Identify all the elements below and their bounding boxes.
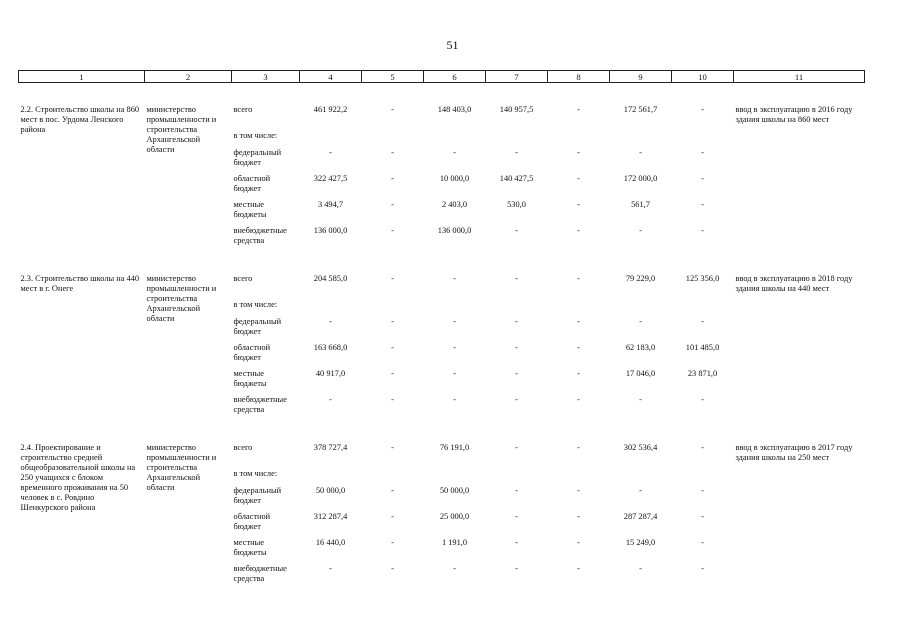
value-cell: 16 440,0 bbox=[315, 538, 346, 547]
value-cell: - bbox=[577, 343, 580, 352]
value-cell: 148 403,0 bbox=[437, 105, 472, 114]
program-table bbox=[18, 70, 865, 590]
value-cell: - bbox=[577, 174, 580, 183]
value-cell: - bbox=[515, 443, 518, 452]
value-cell: - bbox=[453, 395, 456, 404]
value-cell: - bbox=[701, 512, 704, 521]
expected-result: ввод в эксплуатацию в 2018 году здания школы на 440 мест bbox=[735, 274, 853, 293]
value-cell bbox=[424, 469, 486, 486]
value-cell: 76 191,0 bbox=[439, 443, 470, 452]
value-cell bbox=[548, 131, 610, 148]
value-cell: 172 561,7 bbox=[623, 105, 658, 114]
value-cell: 302 536,4 bbox=[623, 443, 658, 452]
funding-source: в том числе: bbox=[233, 131, 278, 140]
value-cell: - bbox=[515, 148, 518, 157]
value-cell: - bbox=[701, 538, 704, 547]
value-cell: - bbox=[515, 486, 518, 495]
value-cell: - bbox=[577, 226, 580, 235]
funding-source: местные бюджеты bbox=[233, 200, 267, 219]
value-cell: - bbox=[391, 512, 394, 521]
funding-source: всего bbox=[233, 443, 253, 452]
value-cell: 530,0 bbox=[507, 200, 526, 209]
value-cell bbox=[300, 131, 362, 148]
funding-source: областной бюджет bbox=[233, 512, 271, 531]
value-cell: 1 191,0 bbox=[441, 538, 468, 547]
value-cell: - bbox=[577, 395, 580, 404]
value-cell: 172 000,0 bbox=[623, 174, 658, 183]
value-cell: 136 000,0 bbox=[313, 226, 348, 235]
measure-name: 2.4. Проектирование и строительство средней общеобразовательной школы на 250 учащихся с блоком временного проживания на 50 человек в с. Ровдино Шенкурского района bbox=[20, 443, 136, 512]
value-cell bbox=[672, 131, 734, 148]
column-number-2: 2 bbox=[145, 71, 232, 83]
table-row bbox=[19, 421, 865, 469]
value-cell: - bbox=[329, 148, 332, 157]
column-number-3: 3 bbox=[232, 71, 300, 83]
value-cell: - bbox=[701, 395, 704, 404]
value-cell bbox=[548, 300, 610, 317]
value-cell: - bbox=[515, 538, 518, 547]
value-cell: - bbox=[515, 274, 518, 283]
value-cell: - bbox=[391, 343, 394, 352]
measure-name: 2.3. Строительство школы на 440 мест в г. Онеге bbox=[20, 274, 140, 293]
value-cell: - bbox=[391, 564, 394, 573]
value-cell: 140 427,5 bbox=[499, 174, 534, 183]
column-number-7: 7 bbox=[486, 71, 548, 83]
funding-source: в том числе: bbox=[233, 469, 278, 478]
value-cell bbox=[362, 469, 424, 486]
value-cell: - bbox=[639, 226, 642, 235]
value-cell: 25 000,0 bbox=[439, 512, 470, 521]
value-cell bbox=[362, 300, 424, 317]
value-cell: 561,7 bbox=[631, 200, 650, 209]
value-cell bbox=[548, 469, 610, 486]
value-cell bbox=[424, 300, 486, 317]
value-cell: - bbox=[577, 486, 580, 495]
table-header bbox=[19, 71, 865, 83]
value-cell: 50 000,0 bbox=[439, 486, 470, 495]
value-cell bbox=[300, 300, 362, 317]
funding-source: местные бюджеты bbox=[233, 369, 267, 388]
funding-source: в том числе: bbox=[233, 300, 278, 309]
value-cell: 461 922,2 bbox=[313, 105, 348, 114]
value-cell: 17 046,0 bbox=[625, 369, 656, 378]
value-cell: 23 871,0 bbox=[687, 369, 718, 378]
value-cell: 125 356,0 bbox=[685, 274, 720, 283]
funding-source: местные бюджеты bbox=[233, 538, 267, 557]
value-cell: - bbox=[515, 317, 518, 326]
value-cell: 79 229,0 bbox=[625, 274, 656, 283]
value-cell: - bbox=[701, 226, 704, 235]
value-cell: - bbox=[391, 317, 394, 326]
value-cell: - bbox=[701, 200, 704, 209]
executor: министерство промышленности и строительства Архангельской области bbox=[146, 105, 217, 154]
value-cell: - bbox=[577, 274, 580, 283]
value-cell: - bbox=[391, 105, 394, 114]
funding-source: всего bbox=[233, 105, 253, 114]
value-cell: - bbox=[453, 343, 456, 352]
value-cell: - bbox=[577, 105, 580, 114]
value-cell: - bbox=[639, 486, 642, 495]
value-cell: - bbox=[701, 486, 704, 495]
expected-result: ввод в эксплуатацию в 2017 году здания школы на 250 мест bbox=[735, 443, 853, 462]
value-cell: - bbox=[329, 395, 332, 404]
value-cell: - bbox=[577, 564, 580, 573]
value-cell: - bbox=[329, 317, 332, 326]
page-number: 51 bbox=[446, 38, 459, 52]
value-cell bbox=[424, 131, 486, 148]
funding-source: областной бюджет bbox=[233, 174, 271, 193]
value-cell: 50 000,0 bbox=[315, 486, 346, 495]
table-body bbox=[19, 83, 865, 591]
value-cell: - bbox=[391, 200, 394, 209]
value-cell: - bbox=[639, 395, 642, 404]
value-cell bbox=[486, 469, 548, 486]
funding-source: федеральный бюджет bbox=[233, 486, 282, 505]
value-cell: - bbox=[515, 226, 518, 235]
funding-source: внебюджетные средства bbox=[233, 564, 287, 583]
value-cell: - bbox=[577, 443, 580, 452]
value-cell: - bbox=[391, 174, 394, 183]
funding-source: всего bbox=[233, 274, 253, 283]
value-cell: 15 249,0 bbox=[625, 538, 656, 547]
value-cell: 287 287,4 bbox=[623, 512, 658, 521]
value-cell: 40 917,0 bbox=[315, 369, 346, 378]
value-cell: - bbox=[453, 317, 456, 326]
value-cell bbox=[672, 300, 734, 317]
value-cell: 378 727,4 bbox=[313, 443, 348, 452]
value-cell: - bbox=[577, 148, 580, 157]
expected-result: ввод в эксплуатацию в 2016 году здания школы на 860 мест bbox=[735, 105, 853, 124]
value-cell: - bbox=[577, 538, 580, 547]
value-cell: - bbox=[577, 200, 580, 209]
value-cell: - bbox=[453, 274, 456, 283]
value-cell: 10 000,0 bbox=[439, 174, 470, 183]
value-cell: 2 403,0 bbox=[441, 200, 468, 209]
value-cell: - bbox=[453, 148, 456, 157]
value-cell: - bbox=[701, 174, 704, 183]
value-cell: - bbox=[639, 317, 642, 326]
value-cell: - bbox=[701, 148, 704, 157]
column-number-4: 4 bbox=[300, 71, 362, 83]
column-number-10: 10 bbox=[672, 71, 734, 83]
value-cell bbox=[610, 300, 672, 317]
column-number-5: 5 bbox=[362, 71, 424, 83]
value-cell: - bbox=[701, 443, 704, 452]
value-cell bbox=[610, 131, 672, 148]
value-cell: - bbox=[391, 538, 394, 547]
column-number-11: 11 bbox=[734, 71, 865, 83]
value-cell: - bbox=[639, 148, 642, 157]
value-cell: - bbox=[515, 512, 518, 521]
value-cell: - bbox=[515, 343, 518, 352]
value-cell: - bbox=[453, 369, 456, 378]
column-number-1: 1 bbox=[19, 71, 145, 83]
value-cell: 322 427,5 bbox=[313, 174, 348, 183]
measure-name: 2.2. Строительство школы на 860 мест в пос. Урдома Ленского района bbox=[20, 105, 140, 134]
value-cell: 136 000,0 bbox=[437, 226, 472, 235]
funding-source: федеральный бюджет bbox=[233, 148, 282, 167]
value-cell: 312 287,4 bbox=[313, 512, 348, 521]
executor: министерство промышленности и строительства Архангельской области bbox=[146, 443, 217, 492]
value-cell: - bbox=[391, 443, 394, 452]
value-cell: - bbox=[701, 105, 704, 114]
value-cell: - bbox=[639, 564, 642, 573]
column-number-8: 8 bbox=[548, 71, 610, 83]
value-cell: - bbox=[391, 395, 394, 404]
value-cell: - bbox=[515, 395, 518, 404]
value-cell: - bbox=[391, 148, 394, 157]
value-cell: - bbox=[577, 317, 580, 326]
value-cell: 3 494,7 bbox=[317, 200, 344, 209]
value-cell bbox=[672, 469, 734, 486]
value-cell: - bbox=[701, 564, 704, 573]
value-cell: 204 585,0 bbox=[313, 274, 348, 283]
value-cell bbox=[486, 300, 548, 317]
value-cell: - bbox=[515, 369, 518, 378]
column-number-9: 9 bbox=[610, 71, 672, 83]
value-cell: - bbox=[515, 564, 518, 573]
value-cell: - bbox=[577, 369, 580, 378]
column-number-6: 6 bbox=[424, 71, 486, 83]
value-cell: - bbox=[577, 512, 580, 521]
funding-source: федеральный бюджет bbox=[233, 317, 282, 336]
value-cell: 140 957,5 bbox=[499, 105, 534, 114]
table-row bbox=[19, 252, 865, 300]
value-cell: - bbox=[453, 564, 456, 573]
funding-source: внебюджетные средства bbox=[233, 395, 287, 414]
value-cell: 101 485,0 bbox=[685, 343, 720, 352]
table-row bbox=[19, 83, 865, 132]
value-cell: - bbox=[391, 226, 394, 235]
value-cell: - bbox=[391, 274, 394, 283]
value-cell bbox=[300, 469, 362, 486]
executor: министерство промышленности и строительства Архангельской области bbox=[146, 274, 217, 323]
funding-source: внебюджетные средства bbox=[233, 226, 287, 245]
value-cell: - bbox=[391, 486, 394, 495]
value-cell bbox=[610, 469, 672, 486]
value-cell: - bbox=[391, 369, 394, 378]
value-cell: 62 183,0 bbox=[625, 343, 656, 352]
funding-source: областной бюджет bbox=[233, 343, 271, 362]
value-cell: 163 668,0 bbox=[313, 343, 348, 352]
value-cell bbox=[486, 131, 548, 148]
value-cell bbox=[362, 131, 424, 148]
value-cell: - bbox=[329, 564, 332, 573]
value-cell: - bbox=[701, 317, 704, 326]
